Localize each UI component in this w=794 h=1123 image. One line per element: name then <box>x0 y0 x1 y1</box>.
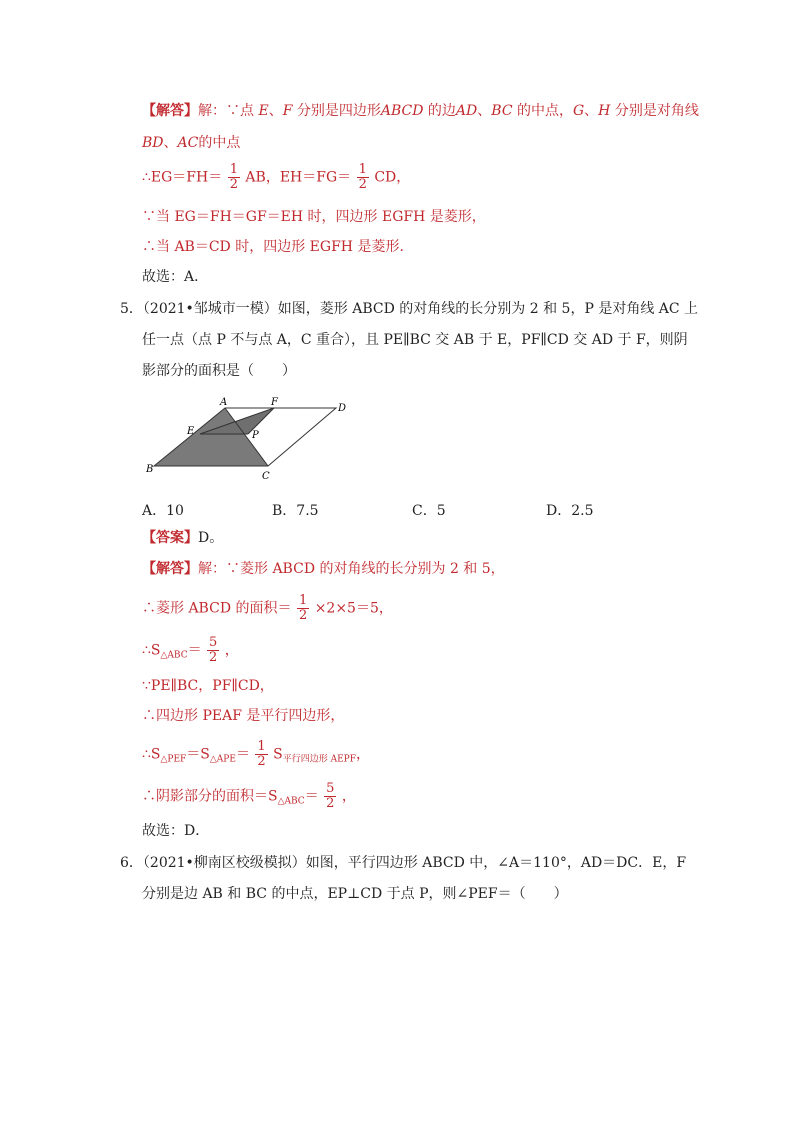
question-5-line-1: 5．（2021•邹城市一模）如图，菱形 ABCD 的对角线的长分别为 2 和 5，P 是对角线 AC 上 <box>120 301 699 317</box>
prev-solution-line-1: 【解答】解：∵点 E、F 分别是四边形ABCD 的边AD、BC 的中点，G、H 分别是对角线 <box>142 103 699 119</box>
solution-line-1: 【解答】解：∵菱形 ABCD 的对角线的长分别为 2 和 5， <box>142 561 505 577</box>
prev-solution-choose: 故选：A． <box>142 269 209 285</box>
question-6-line-2: 分别是边 AB 和 BC 的中点，EP⊥CD 于点 P，则∠PEF＝（ ） <box>142 886 568 902</box>
prev-solution-line-4: ∵当 EG＝FH＝GF＝EH 时，四边形 EGFH 是菱形， <box>142 209 486 225</box>
label-F: F <box>271 397 278 408</box>
question-5-line-2: 任一点（点 P 不与点 A，C 重合），且 PE∥BC 交 AB 于 E，PF∥CD 交 AD 于 F，则阴 <box>142 332 688 348</box>
fraction-five-halves: $\frac{5}{2}$ <box>326 781 335 811</box>
question-5-line-3: 影部分的面积是（ ） <box>142 363 296 379</box>
label-D: D <box>338 403 347 414</box>
label-E: E <box>187 426 195 437</box>
label-P: P <box>252 430 259 441</box>
solution-line-2: ∴菱形 ABCD 的面积＝ $\frac{1}{2}$ ×2×5＝5， <box>142 593 393 623</box>
question-6-line-1: 6．（2021•柳南区校级模拟）如图，平行四边形 ABCD 中，∠A＝110°，AD＝DC．E，F <box>120 855 687 871</box>
option-c[interactable]: C．5 <box>412 503 446 519</box>
solution-line-6: $\therefore S_{\triangle PEF}=S_{\triangle APE}=$ $\frac{1}{2}$ $S_{平行四边形 AEPF}$， <box>142 739 370 769</box>
solution-line-7: ∴阴影部分的面积$=S_{\triangle ABC}=$ $\frac{5}{2}$ ， <box>142 781 356 811</box>
solution-line-3: $\therefore S_{\triangle ABC}=$ $\frac{5}{2}$ ， <box>142 635 239 665</box>
fraction-five-halves: $\frac{5}{2}$ <box>209 635 218 665</box>
fraction-one-half: $\frac{1}{2}$ <box>358 162 367 192</box>
fraction-one-half: $\frac{1}{2}$ <box>229 162 238 192</box>
label-B: B <box>146 464 154 475</box>
prev-solution-line-5: ∴当 AB＝CD 时，四边形 EGFH 是菱形． <box>142 239 414 255</box>
prev-solution-line-2: BD、AC的中点 <box>142 135 241 151</box>
prev-solution-line-3: ∴EG＝FH＝ $\frac{1}{2}$ AB，EH＝FG＝ $\frac{1}{2}$ CD， <box>142 162 411 192</box>
solution-line-5: ∴四边形 PEAF 是平行四边形， <box>142 708 345 724</box>
solution-line-4: ∵PE∥BC，PF∥CD， <box>142 678 274 694</box>
fraction-one-half: $\frac{1}{2}$ <box>257 739 266 769</box>
label-A: A <box>220 397 228 408</box>
option-a[interactable]: A．10 <box>142 503 184 519</box>
label-C: C <box>262 471 270 482</box>
option-b[interactable]: B．7.5 <box>272 503 319 519</box>
answer-line: 【答案】D。 <box>142 530 224 546</box>
rhombus-figure <box>140 392 370 484</box>
fraction-one-half: $\frac{1}{2}$ <box>298 593 308 623</box>
option-d[interactable]: D．2.5 <box>546 503 594 519</box>
solution-choose: 故选：D． <box>142 823 210 839</box>
